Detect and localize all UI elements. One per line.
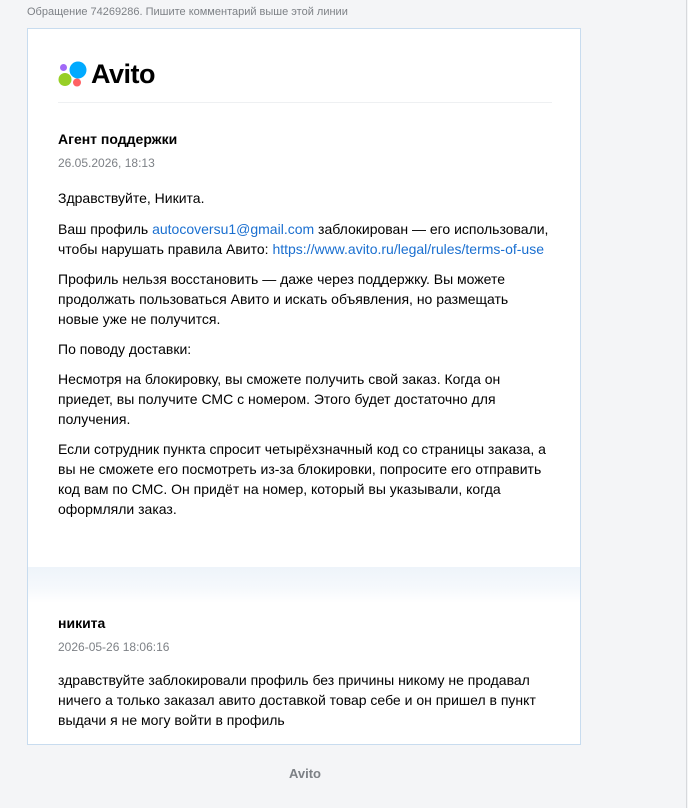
avito-logo-text: Avito bbox=[91, 59, 155, 89]
email-card bbox=[27, 28, 581, 745]
agent-author: Агент поддержки bbox=[58, 131, 178, 147]
avito-logo-icon bbox=[58, 61, 88, 87]
restore-line: продолжать пользоваться Авито и искать объявления, но размещать bbox=[58, 291, 509, 307]
avito-logo bbox=[58, 60, 155, 88]
page-divider bbox=[686, 0, 687, 808]
agent-message-body bbox=[58, 188, 558, 519]
footer-brand: Avito bbox=[288, 766, 322, 781]
user-message-body bbox=[58, 670, 558, 730]
message-separator-band bbox=[28, 567, 580, 603]
user-author: никита bbox=[58, 615, 106, 631]
user-text-line: ничего а только заказал авито доставкой товар себе и он пришел в пункт bbox=[58, 692, 536, 708]
agent-message bbox=[58, 130, 558, 519]
delivery-line: Несмотря на блокировку, вы сможете получить свой заказ. Когда он bbox=[58, 371, 501, 387]
code-line: код вам по СМС. Он придёт на номер, который вы указывали, когда bbox=[58, 481, 501, 497]
restore-paragraph bbox=[58, 269, 558, 329]
user-text-line: выдачи я не могу войти в профиль bbox=[58, 712, 285, 728]
user-text-line: здравствуйте заблокировали профиль без причины никому не продавал bbox=[58, 672, 530, 688]
block-notice-middle-1: заблокирован — его использовали, bbox=[314, 221, 549, 237]
block-notice-prefix: Ваш профиль bbox=[58, 221, 153, 237]
user-date: 2026-05-26 18:06:16 bbox=[58, 640, 170, 654]
agent-date: 26.05.2026, 18:13 bbox=[58, 156, 155, 170]
user-message bbox=[58, 614, 558, 730]
delivery-paragraph bbox=[58, 369, 558, 429]
restore-line: Профиль нельзя восстановить — даже через поддержку. Вы можете bbox=[58, 271, 506, 287]
block-notice bbox=[58, 219, 558, 259]
delivery-line: получения. bbox=[58, 411, 131, 427]
logo-divider bbox=[58, 102, 552, 103]
block-notice-middle-2: чтобы нарушать правила Авито: bbox=[58, 241, 273, 257]
code-line: Если сотрудник пункта спросит четырёхзначный код со страницы заказа, а bbox=[58, 441, 546, 457]
ticket-header-note: Обращение 74269286. Пишите комментарий выше этой линии bbox=[27, 6, 348, 18]
email-link[interactable]: autocoversu1@gmail.com bbox=[152, 221, 315, 237]
rules-link[interactable]: https://www.avito.ru/legal/rules/terms-of-use bbox=[272, 241, 544, 257]
delivery-line: приедет, вы получите СМС с номером. Этого будет достаточно для bbox=[58, 391, 496, 407]
greeting: Здравствуйте, Никита. bbox=[58, 190, 205, 206]
code-paragraph bbox=[58, 439, 558, 519]
restore-line: новые уже не получится. bbox=[58, 311, 221, 327]
code-line: оформляли заказ. bbox=[58, 501, 177, 517]
delivery-heading: По поводу доставки: bbox=[58, 341, 192, 357]
code-line: вы не сможете его посмотреть из-за блокировки, попросите его отправить bbox=[58, 461, 542, 477]
